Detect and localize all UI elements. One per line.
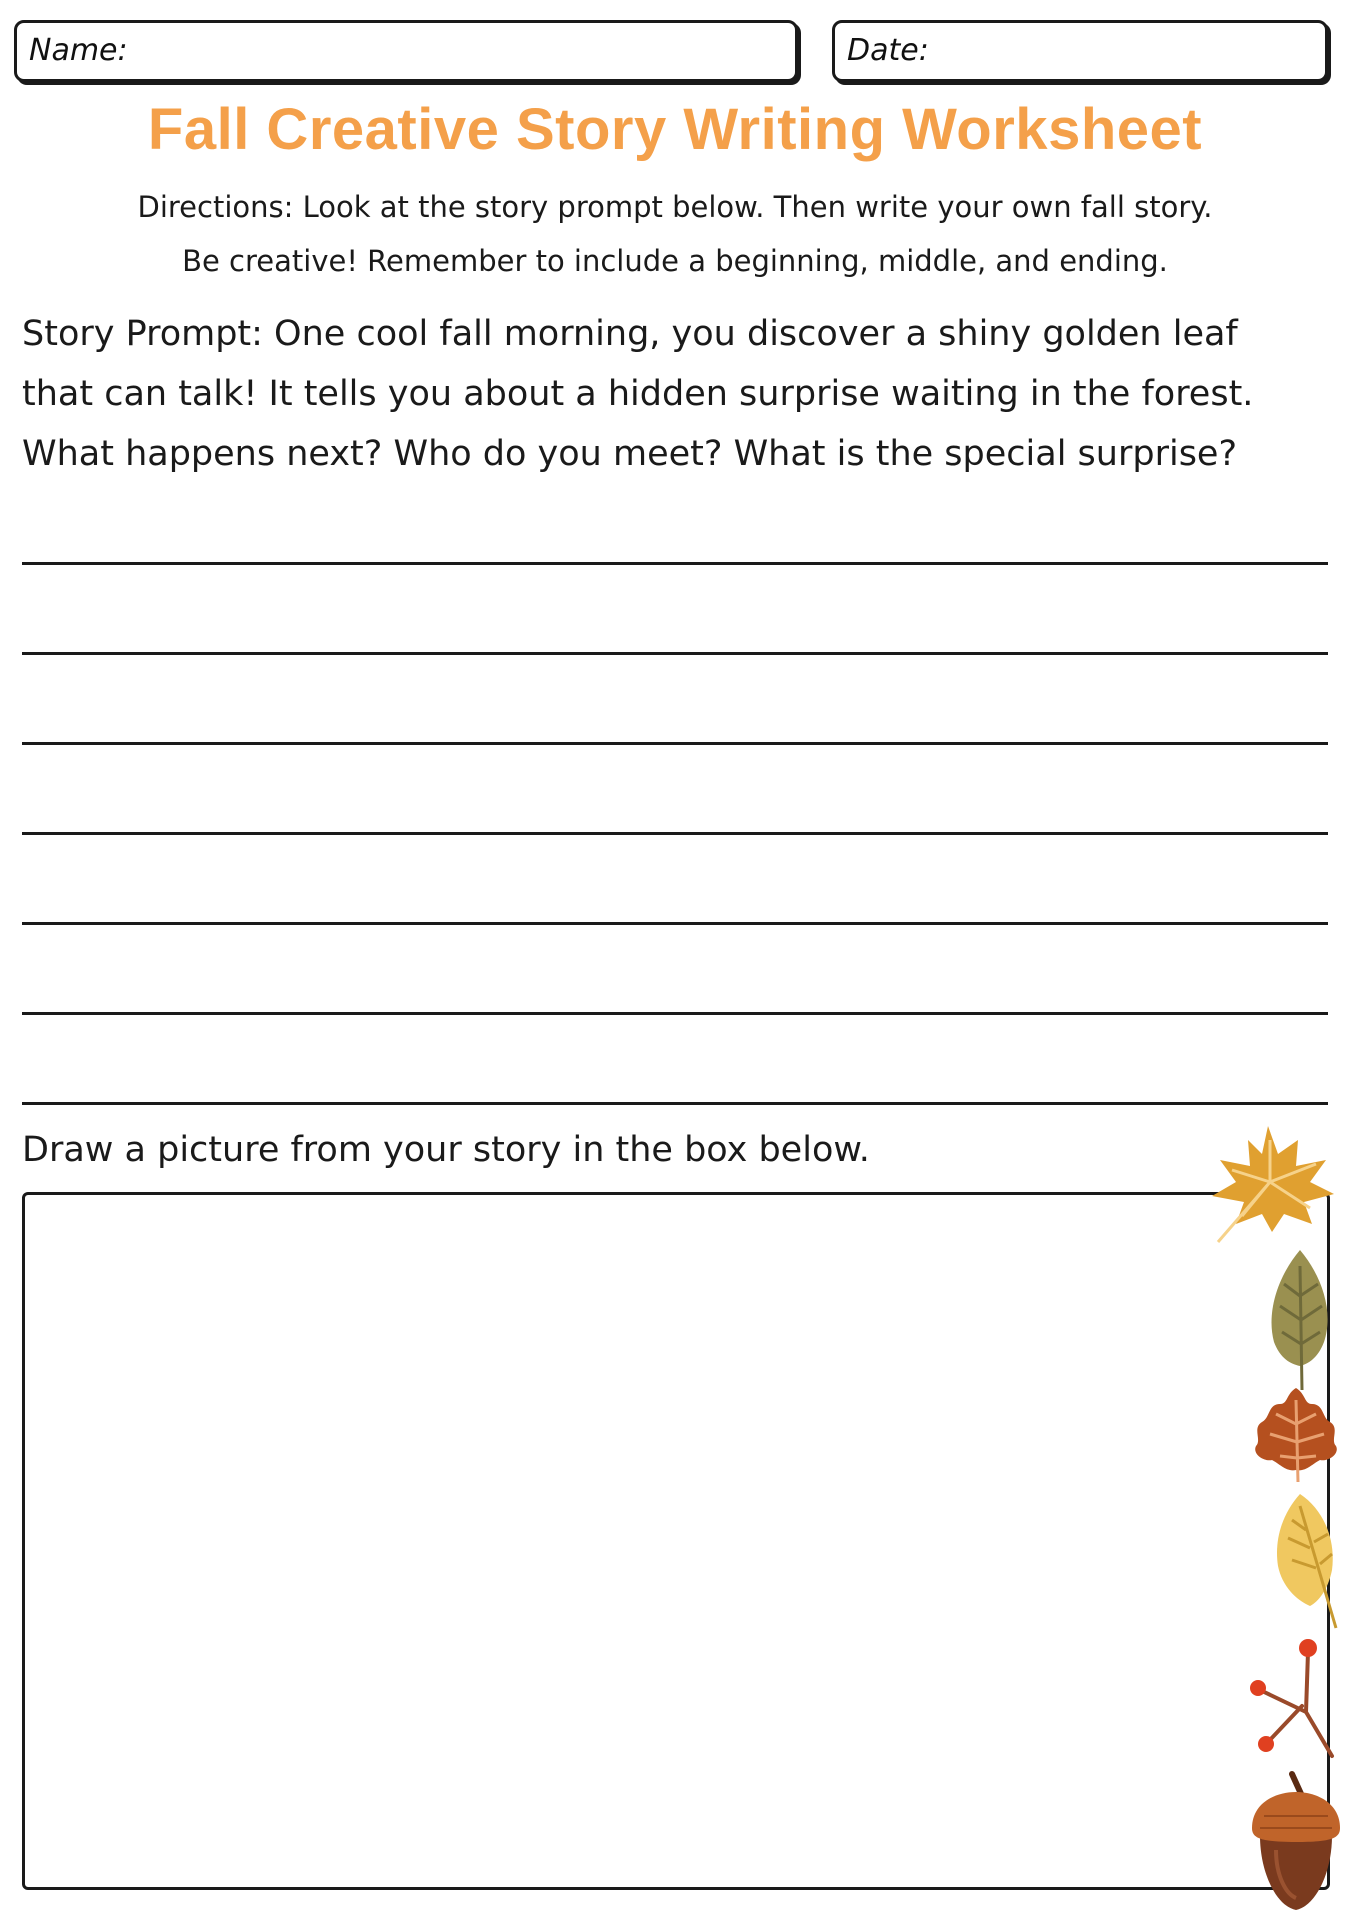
writing-line[interactable]: [22, 832, 1328, 835]
writing-line[interactable]: [22, 652, 1328, 655]
directions: [0, 180, 1350, 288]
date-field[interactable]: [832, 20, 1328, 82]
story-prompt-line-2: that can talk! It tells you about a hidden surprise waiting in the forest.: [22, 374, 1254, 414]
name-label: Name:: [29, 33, 128, 68]
story-prompt-line-3: What happens next? Who do you meet? What is the special surprise?: [22, 434, 1238, 474]
page-title: Fall Creative Story Writing Worksheet: [147, 97, 1203, 162]
drawing-box[interactable]: [22, 1192, 1330, 1890]
story-prompt: [22, 304, 1332, 484]
writing-line[interactable]: [22, 1102, 1328, 1105]
oak-leaf-icon: [1250, 1384, 1342, 1484]
yellow-leaf-icon: [1270, 1490, 1342, 1632]
acorn-icon: [1246, 1766, 1342, 1916]
name-field[interactable]: [14, 20, 798, 82]
olive-leaf-icon: [1262, 1246, 1338, 1392]
directions-line-2: Be creative! Remember to include a beginning, middle, and ending.: [182, 244, 1168, 278]
directions-line-1: Directions: Look at the story prompt below. Then write your own fall story.: [137, 190, 1213, 224]
writing-line[interactable]: [22, 742, 1328, 745]
maple-leaf-icon: [1198, 1120, 1340, 1248]
story-prompt-line-1: Story Prompt: One cool fall morning, you discover a shiny golden leaf: [22, 314, 1238, 354]
writing-line[interactable]: [22, 922, 1328, 925]
writing-line[interactable]: [22, 1012, 1328, 1015]
drawing-label: Draw a picture from your story in the box below.: [22, 1130, 870, 1170]
writing-line[interactable]: [22, 562, 1328, 565]
berry-branch-icon: [1246, 1632, 1340, 1762]
date-label: Date:: [847, 33, 929, 68]
